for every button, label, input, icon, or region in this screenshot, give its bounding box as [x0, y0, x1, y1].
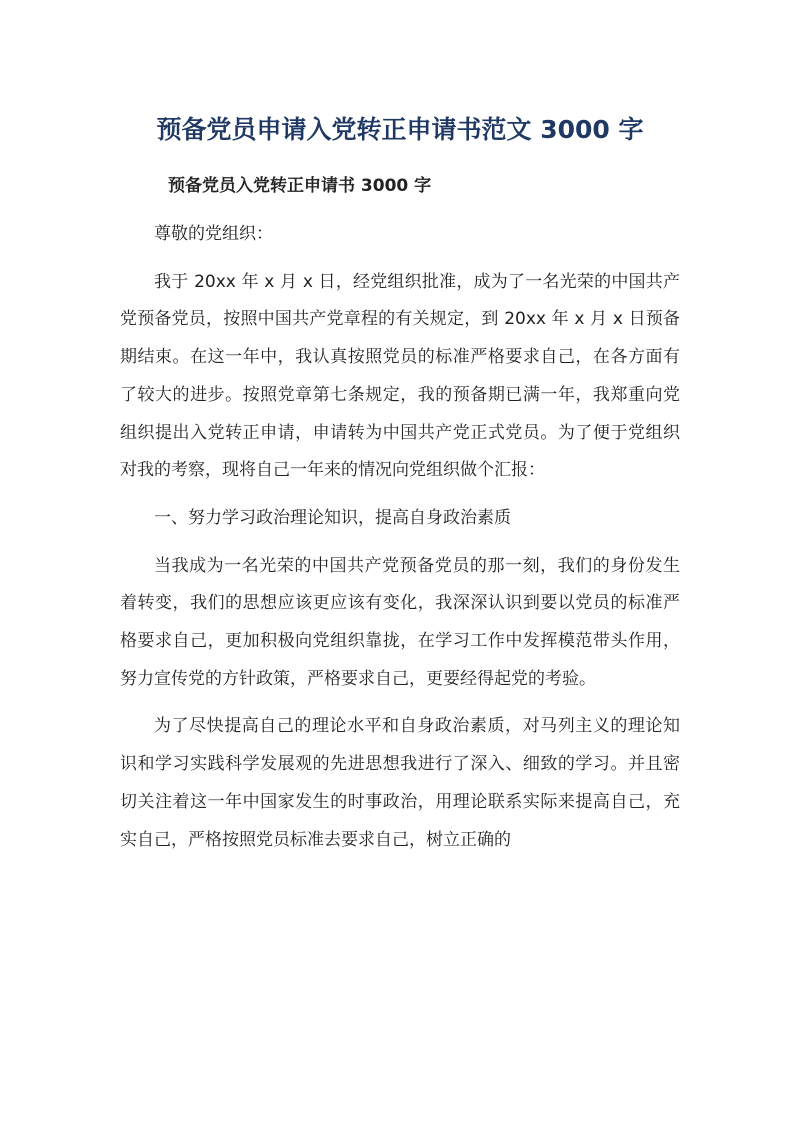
section-heading: 一、努力学习政治理论知识，提高自身政治素质 [154, 507, 511, 528]
document-title: 预备党员申请入党转正申请书范文 3000 字 [156, 115, 644, 144]
section-paragraph: 当我成为一名光荣的中国共产党预备党员的那一刻，我们的身份发生着转变，我们的思想应该更应该有变化，我深深认识到要以党员的标准严格要求自己，更加积极向党组织靠拢，在学习工作中发挥模范带头作用，努力宣传党的方针政策，严格要求自己，更要经得起党的考验。 [120, 555, 680, 689]
salutation: 尊敬的党组织： [154, 224, 273, 244]
document-subtitle: 预备党员入党转正申请书 3000 字 [168, 176, 432, 196]
intro-paragraph: 我于 20xx 年 x 月 x 日，经党组织批准，成为了一名光荣的中国共产党预备党员，按照中国共产党章程的有关规定，到 20xx 年 x 月 x 日预备期结束。在这一年中，我认真按照党员的标准严格要求自己，在各方面有了较大的进步。按照党章第七条规定，我的预备期已满一年，我郑重向党组织提出入党转正申请，申请转为中国共产党正式党员。为了便于党组织对我的考察，现将自己一年来的情况向党组织做个汇报： [120, 271, 680, 481]
document-body [120, 216, 680, 869]
section-paragraph: 为了尽快提高自己的理论水平和自身政治素质，对马列主义的理论知识和学习实践科学发展观的先进思想我进行了深入、细致的学习。并且密切关注着这一年中国家发生的时事政治，用理论联系实际来提高自己，充实自己，严格按照党员标准去要求自己，树立正确的 [120, 716, 680, 850]
